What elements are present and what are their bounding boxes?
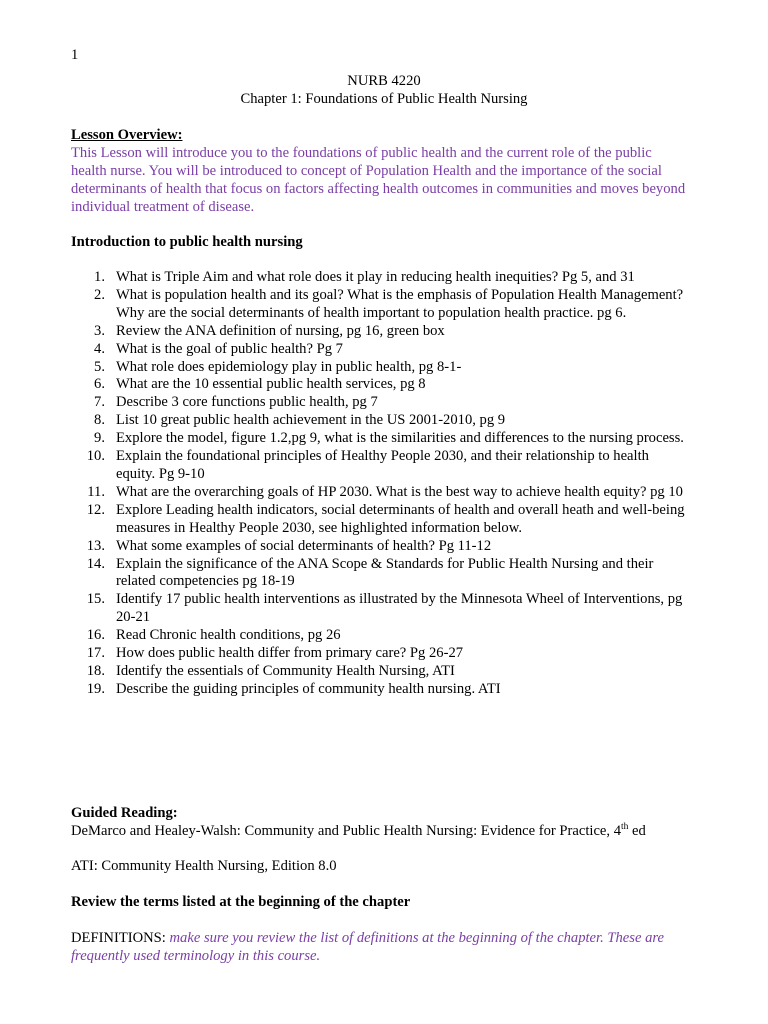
intro-heading: Introduction to public health nursing [71,234,303,250]
question-item [71,376,691,394]
question-item [71,448,691,484]
question-item [71,359,691,377]
question-number: 18. [86,662,105,679]
lesson-overview-section [71,127,691,217]
question-text: Identify the essentials of Community Health Nursing, ATI [116,662,455,679]
question-number: 12. [86,501,105,518]
question-text: Review the ANA definition of nursing, pg 16, green box [116,322,445,339]
textbook-reference [71,823,691,841]
chapter-title: Chapter 1: Foundations of Public Health Nursing [240,91,528,107]
question-text: How does public health differ from primary care? Pg 26-27 [116,645,464,662]
definitions-label: DEFINITIONS: [71,930,170,946]
page-number: 1 [71,47,79,63]
question-item [71,341,691,359]
question-number: 10. [86,448,105,465]
question-number: 16. [86,627,105,644]
definitions-note: make sure you review the list of definitions at the beginning of the chapter. These are frequently used terminology in this course. [71,930,664,964]
question-number: 3. [94,322,105,339]
question-text: What role does epidemiology play in public health, pg 8-1- [116,358,462,375]
question-text: Explore the model, figure 1.2,pg 9, what is the similarities and differences to the nursing process. [116,430,684,447]
question-item [71,323,691,341]
question-number: 1. [94,269,105,285]
question-item [71,269,691,287]
textbook-title: DeMarco and Healey-Walsh: Community and Public Health Nursing: Evidence for Practice, 4 [71,822,621,839]
question-text: What is Triple Aim and what role does it play in reducing health inequities? Pg 5, and 31 [116,269,635,285]
question-text: List 10 great public health achievement in the US 2001-2010, pg 9 [116,412,506,429]
question-item [71,681,691,699]
definitions-paragraph [71,930,691,966]
question-text: Explain the significance of the ANA Scope & Standards for Public Health Nursing and their related competencies pg 18-19 [116,555,654,590]
question-number: 5. [94,358,105,375]
guided-reading-section [71,805,691,841]
question-number: 8. [94,412,105,429]
question-text: What some examples of social determinants of health? Pg 11-12 [116,537,492,554]
question-item [71,645,691,663]
question-text: Explore Leading health indicators, social determinants of health and overall heath and well-being measures in Healthy People 2030, see highlighted information below. [116,501,685,536]
edition-superscript: th [621,822,629,833]
question-number: 19. [86,680,105,697]
question-number: 15. [86,591,105,608]
question-item [71,663,691,681]
question-item [71,556,691,592]
question-number: 9. [94,430,105,447]
question-text: What is the goal of public health? Pg 7 [116,340,343,357]
question-item [71,412,691,430]
review-terms-heading: Review the terms listed at the beginning of the chapter [71,894,411,910]
question-number: 11. [87,483,105,500]
question-number: 7. [94,394,105,411]
question-text: Read Chronic health conditions, pg 26 [116,627,341,644]
question-text: Describe 3 core functions public health, pg 7 [116,394,378,411]
question-text: Describe the guiding principles of community health nursing. ATI [116,680,501,697]
question-number: 17. [86,645,105,662]
question-number: 14. [86,555,105,572]
guided-reading-heading: Guided Reading: [71,805,178,821]
question-item [71,627,691,645]
question-number: 4. [94,340,105,357]
question-item [71,591,691,627]
lesson-overview-heading: Lesson Overview: [71,127,183,143]
question-number: 2. [94,286,105,303]
question-text: What are the overarching goals of HP 2030. What is the best way to achieve health equity? pg 10 [116,483,683,500]
question-text: What are the 10 essential public health services, pg 8 [116,376,426,393]
lesson-overview-text: This Lesson will introduce you to the foundations of public health and the current role of the public health nurse. You will be introduced to concept of Population Health and the importance of the social determinants of health that focus on factors affecting health outcomes in communities and moves beyond individual treatment of disease. [71,144,686,215]
question-text: Explain the foundational principles of Healthy People 2030, and their relationship to health equity. Pg 9-10 [116,448,649,482]
question-item [71,484,691,502]
ati-reference: ATI: Community Health Nursing, Edition 8.0 [71,858,337,874]
question-text: Identify 17 public health interventions as illustrated by the Minnesota Wheel of Interventions, pg 20-21 [116,591,683,626]
question-list [71,269,691,699]
question-item [71,502,691,538]
question-text: What is population health and its goal? What is the emphasis of Population Health Management? Why are the social determinants of health important to population health practice. pg 6. [116,286,684,321]
question-item [71,394,691,412]
question-number: 13. [86,537,105,554]
edition-suffix: ed [628,822,646,839]
course-code: NURB 4220 [347,73,421,89]
question-number: 6. [94,376,105,393]
question-item [71,287,691,323]
question-item [71,538,691,556]
question-item [71,430,691,448]
